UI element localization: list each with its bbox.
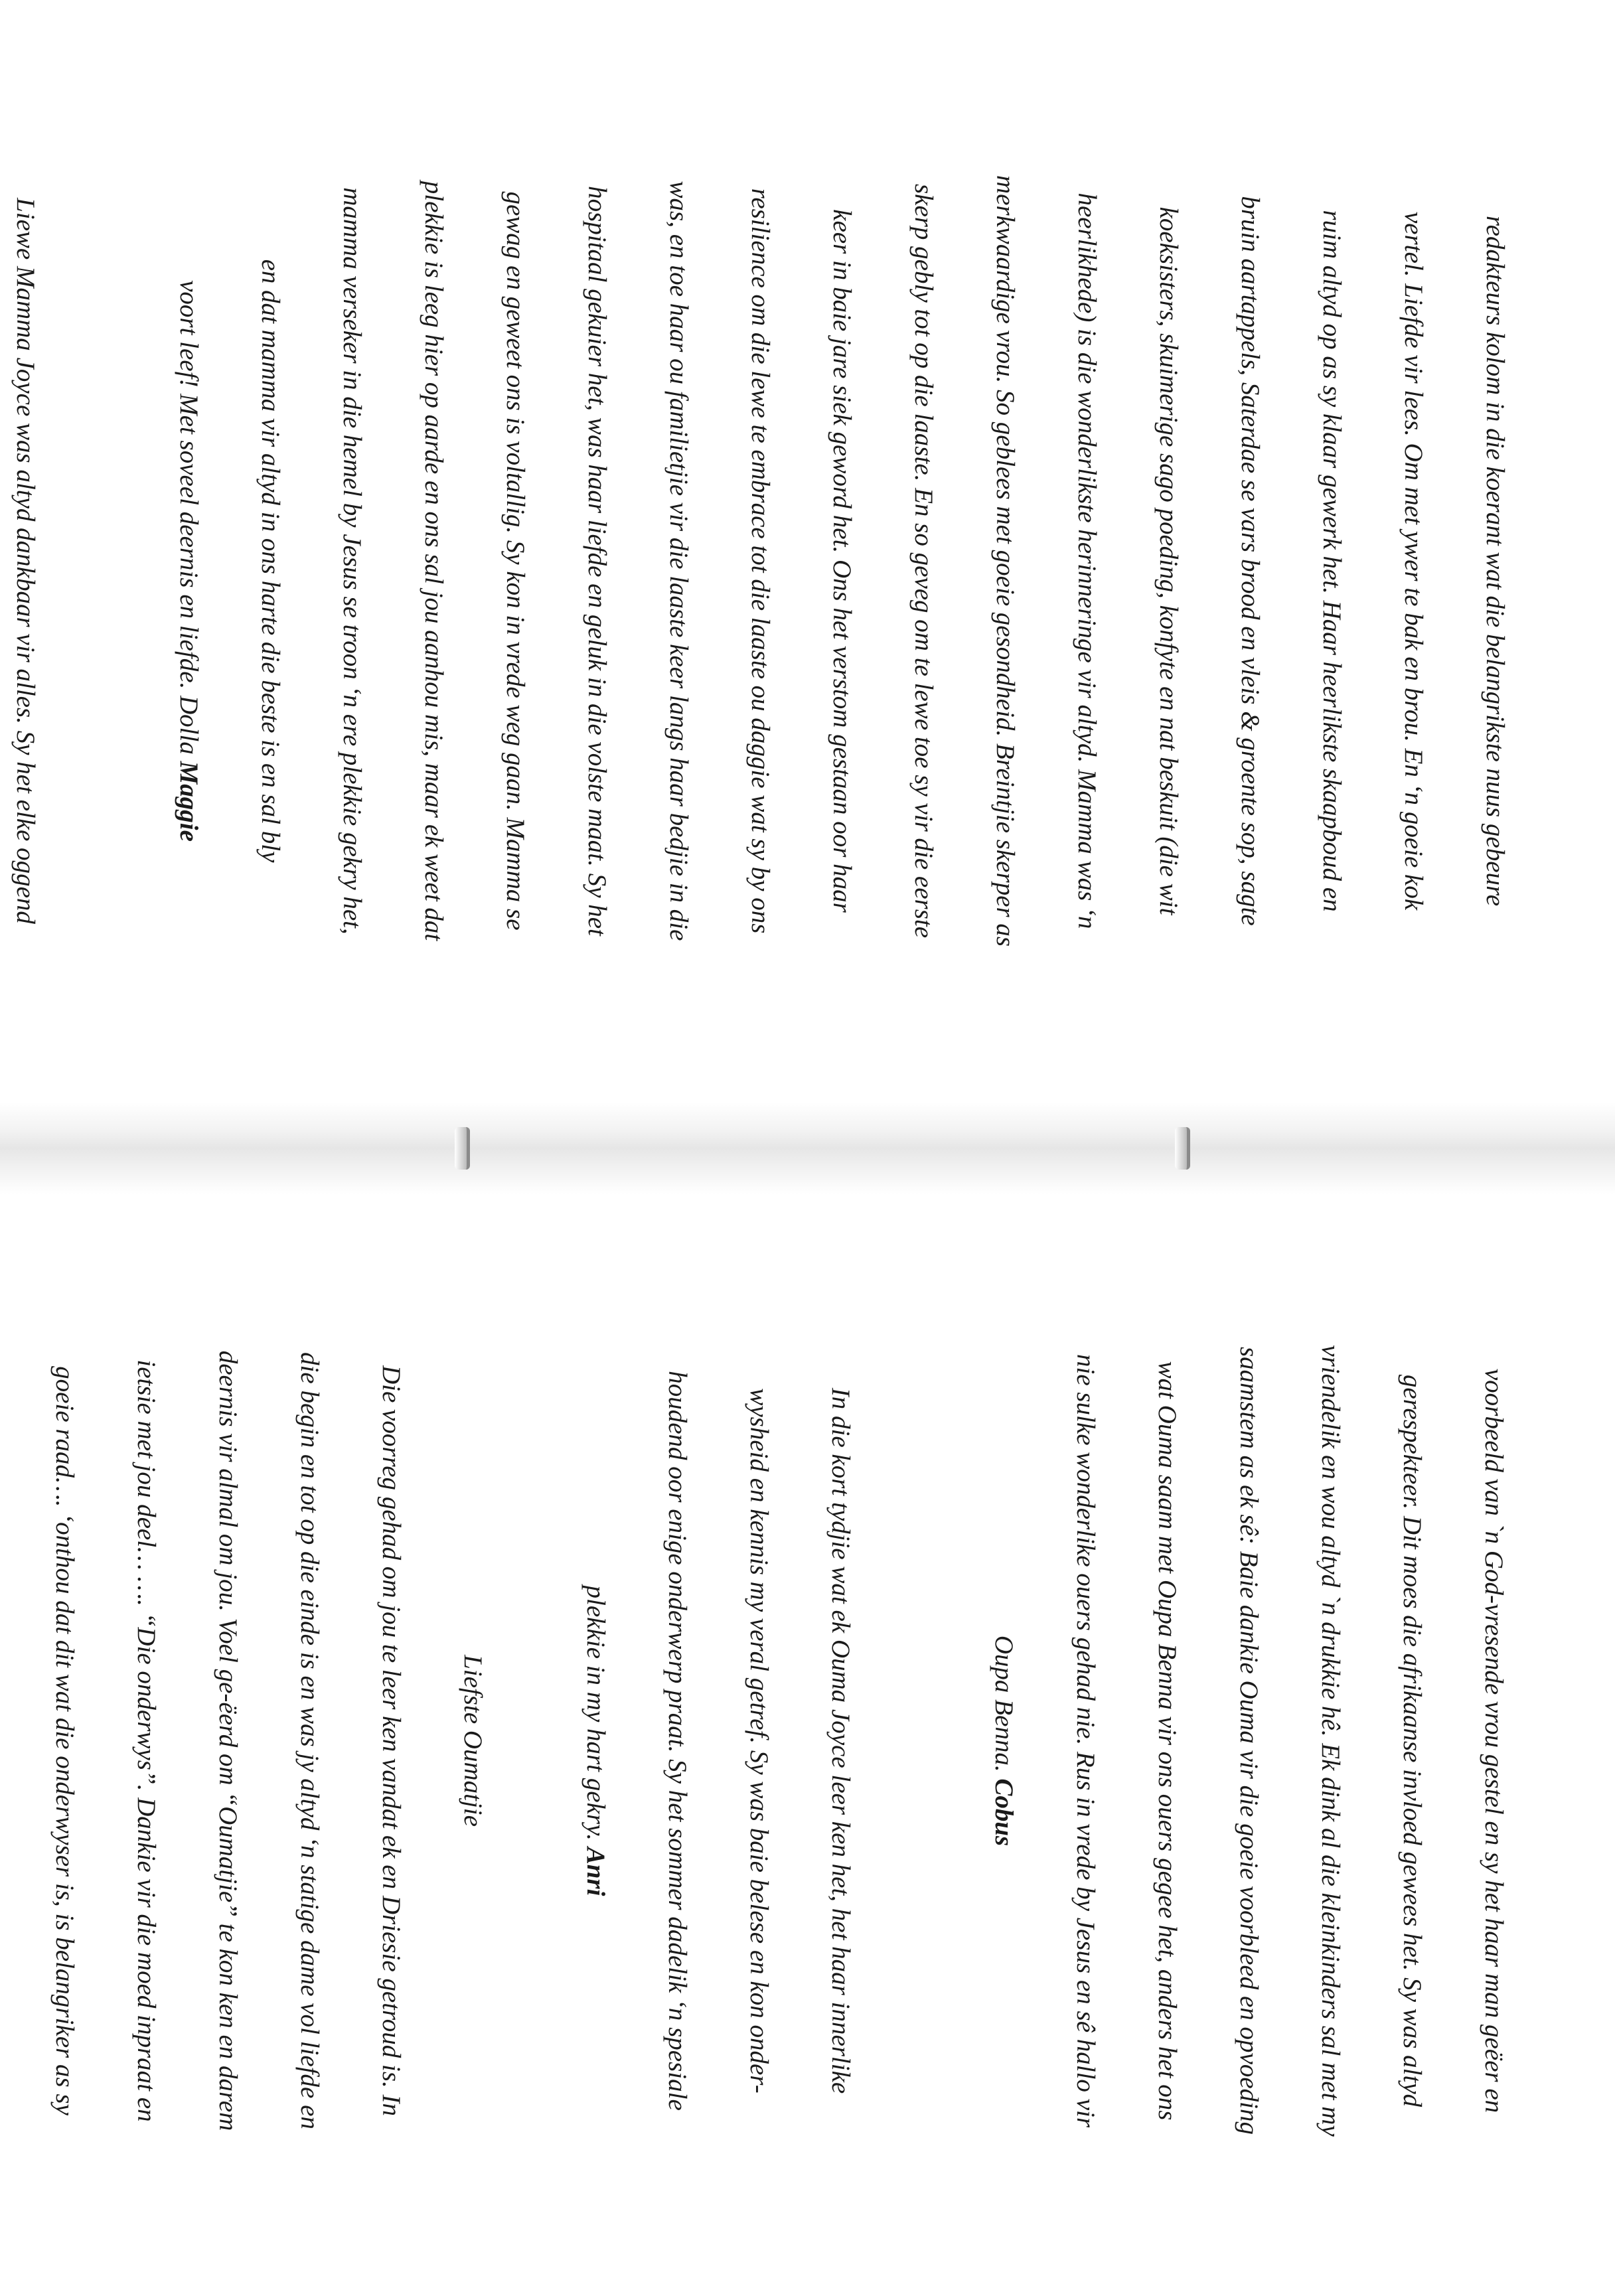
- signature-cobus: Cobus: [990, 1778, 1019, 1847]
- tribute-line: In die kort tydjie wat ek Ouma Joyce leer ken het, het haar innerlike: [826, 1387, 855, 2094]
- tribute-line: die begin en tot op die einde is en was jy altyd ‘n statige dame vol liefde en: [295, 1352, 325, 2129]
- tribute-line: goeie raad…. ‘onthou dat dit wat die onderwyser is, is belangriker as sy: [50, 1366, 80, 2115]
- tribute-line-last: [0, 1259, 4, 2223]
- tribute-line: Liewe Mamma Joyce was altyd dankbaar vir alles. Sy het elke oggend: [11, 198, 40, 924]
- tribute-line: redakteurs kolom in die koerant wat die belangrikste nuus gebeure: [1481, 215, 1510, 907]
- right-page: [0, 1195, 1615, 2296]
- left-page: [0, 0, 1615, 1102]
- tribute-line-last: [169, 73, 210, 1049]
- tribute-line: houdend oor enige onderwerp praat. Sy het sommer dadelik ‘n spesiale: [663, 1371, 692, 2111]
- tribute-line: hospitaal gekuier het, was haar liefde en geluk in die volste maat. Sy het: [583, 186, 612, 936]
- tribute-line-last: [576, 1259, 617, 2223]
- tribute-line: voorbeeld van `n God-vresende vrou gestel en sy het haar man geëer en: [1480, 1368, 1509, 2113]
- tribute-line: merkwaardige vrou. So geblees met goeie gesondheid. Breintjie skerper as: [991, 175, 1020, 947]
- tribute-line: gewag en geweet ons is voltallig. Sy kon in vrede weg gaan. Mamma se: [501, 191, 530, 931]
- tribute-line: bruin aartappels, Saterdae se vars brood en vleis & groente sop, sagte: [1236, 196, 1265, 926]
- tribute-line: was, en toe haar ou familietjie vir die laaste keer langs haar bedjie in die: [664, 181, 694, 941]
- tribute-line: gerespekteer. Dit moes die afrikaanse invloed gewees het. Sy was altyd: [1398, 1374, 1427, 2107]
- tribute-anri: [534, 1259, 902, 2223]
- tribute-line: wysheid en kennis my veral getref. Sy was baie belese en kon onder-: [745, 1388, 773, 2094]
- tribute-line: ruim altyd op as sy klaar gewerk het. Haar heerlikste skaapboud en: [1318, 210, 1347, 912]
- tribute-dries-sonia: [0, 1259, 453, 2223]
- tribute-line: mamma verseker in die hemel by Jesus se troon ‘n ere plekkie gekry het,: [338, 187, 367, 935]
- tribute-line-last: [984, 1259, 1025, 2223]
- tribute-line: wat Ouma saam met Oupa Benna vir ons ouers gegee het, anders het ons: [1153, 1361, 1182, 2121]
- staple-top: [1175, 1127, 1190, 1170]
- tribute-line: heerlikhede) is die wonderlikste herinneringe vir altyd. Mamma was ‘n: [1073, 192, 1102, 929]
- tribute-text: voort leef! Met soveel deernis en liefde. Dolla: [175, 280, 204, 755]
- tribute-text: plekkie in my hart gekry.: [581, 1585, 610, 1841]
- tribute-cobus-end: [943, 1259, 1556, 2223]
- tribute-maggie: [128, 73, 1557, 1049]
- tribute-line: resilience om die lewe te embrace tot die laaste ou daggie wat sy by ons: [746, 188, 775, 934]
- signature-maggie: Maggie: [175, 761, 204, 842]
- tribute-title: Liefste Oumatjie: [459, 1655, 487, 1827]
- tribute-line: saamstem as ek sê: Baie dankie Ouma vir die goeie voorbleed en opvoeding: [1235, 1347, 1264, 2135]
- tribute-line: en dat mamma vir altyd in ons harte die beste is en sal bly: [256, 259, 285, 863]
- tribute-text: Oupa Benna.: [990, 1635, 1019, 1772]
- tribute-louis: [0, 73, 87, 1049]
- page-fold: [0, 1102, 1615, 1195]
- tribute-line: Die voorreg gehad om jou te leer ken vandat ek en Driesie getroud is. In: [377, 1365, 406, 2117]
- tribute-line: skerp gebly tot op die laaste. En so geveg om te lewe toe sy vir die eerste: [909, 183, 939, 939]
- tribute-line: nie sulke wonderlike ouers gehad nie. Rus in vrede by Jesus en sê hallo vir: [1071, 1353, 1101, 2127]
- tribute-line: vriendelik en wou altyd `n drukkie hê. Ek dink al die kleinkinders sal met my: [1316, 1345, 1346, 2137]
- tribute-line: keer in baie jare siek geword het. Ons het verstom gestaan oor haar: [828, 209, 857, 913]
- tribute-line: plekkie is leeg hier op aarde en ons sal jou aanhou mis, maar ek weet dat: [420, 181, 449, 941]
- tribute-line: vertel. Liefde vir lees. Om met ywer te bak en brou. En ‘n goeie kok: [1399, 211, 1428, 911]
- tribute-line: koeksisters, skuimerige sago poeding, konfyte en nat beskuit (die wit: [1154, 206, 1184, 915]
- staple-bottom: [455, 1127, 470, 1170]
- signature-anri: Anri: [581, 1847, 610, 1896]
- tribute-line: ietsie met jou deel… …. “Die onderwys”. Dankie vir die moed inpraat en: [132, 1359, 161, 2122]
- tribute-line: deernis vir almal om jou. Voel ge-ëerd om “Oumatjie” te kon ken en darem: [214, 1350, 243, 2131]
